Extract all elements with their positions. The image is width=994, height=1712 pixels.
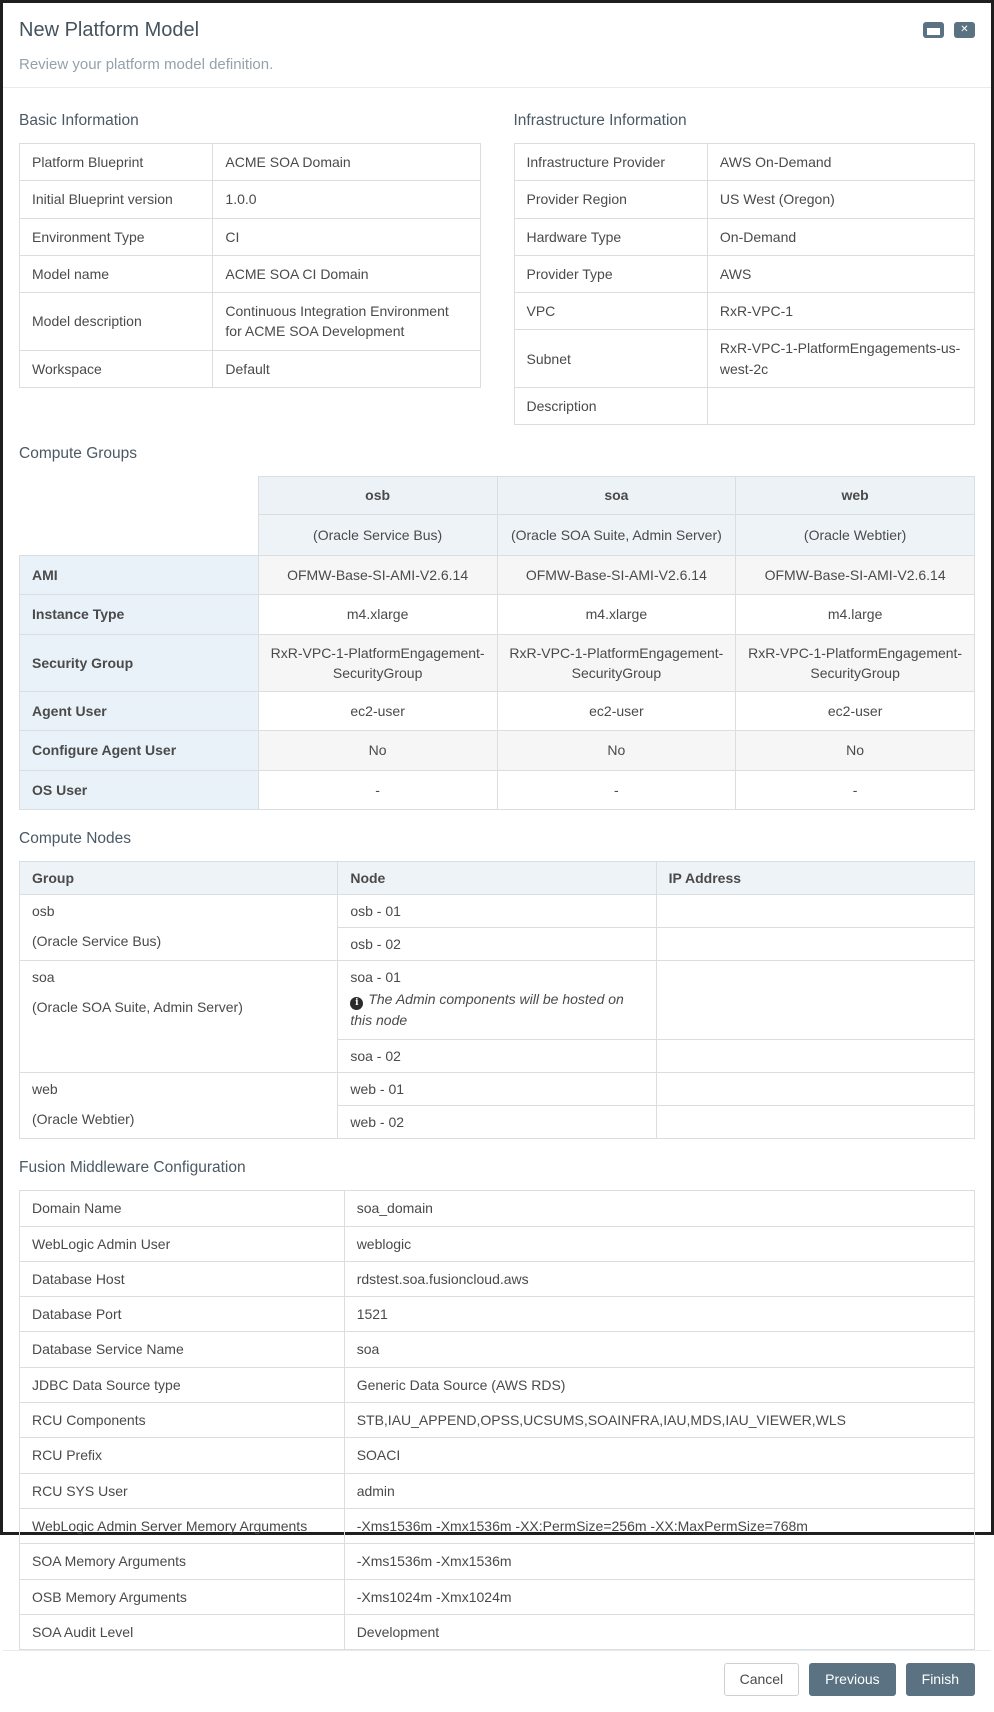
table-row (20, 595, 975, 634)
group-column-header: osb (258, 477, 497, 514)
row-label: RCU Prefix (20, 1438, 345, 1473)
cell-value: OFMW-Base-SI-AMI-V2.6.14 (258, 555, 497, 594)
node-name: soa - 01 (350, 969, 401, 986)
group-column-header: soa (497, 477, 736, 514)
table-row (20, 1438, 975, 1473)
row-value: rdstest.soa.fusioncloud.aws (344, 1261, 974, 1296)
row-label: JDBC Data Source type (20, 1367, 345, 1402)
row-label: Configure Agent User (20, 731, 259, 770)
blank-cell (20, 514, 259, 555)
row-label: Domain Name (20, 1191, 345, 1226)
table-row (20, 961, 975, 1040)
group-column-subtitle: (Oracle SOA Suite, Admin Server) (497, 514, 736, 555)
cell-value: - (736, 770, 975, 809)
row-label: Agent User (20, 692, 259, 731)
compute-nodes-table (19, 861, 975, 1139)
compute-groups-title: Compute Groups (19, 445, 138, 463)
finish-button[interactable]: Finish (906, 1663, 975, 1696)
row-value: Continuous Integration Environment for ACME SOA Development (213, 293, 480, 351)
table-row (20, 477, 975, 514)
row-label: VPC (514, 293, 707, 330)
group-subtitle: (Oracle Service Bus) (32, 933, 162, 950)
node-cell: osb - 01 (338, 895, 656, 928)
row-label: Instance Type (20, 595, 259, 634)
infrastructure-information-section (514, 92, 976, 425)
table-row (20, 770, 975, 809)
row-value: 1.0.0 (213, 181, 480, 218)
close-icon[interactable]: ✕ (954, 22, 975, 38)
cell-value: RxR-VPC-1-PlatformEngagement-SecurityGroup (736, 634, 975, 692)
row-label: Environment Type (20, 218, 213, 255)
basic-information-title: Basic Information (19, 112, 139, 129)
row-value: RxR-VPC-1 (707, 293, 974, 330)
row-label: SOA Audit Level (20, 1614, 345, 1649)
node-cell (338, 961, 656, 1040)
row-value: ACME SOA Domain (213, 144, 480, 181)
cell-value: ec2-user (497, 692, 736, 731)
table-row (20, 1614, 975, 1649)
group-cell (20, 961, 338, 1073)
cell-value: OFMW-Base-SI-AMI-V2.6.14 (736, 555, 975, 594)
row-label: Database Service Name (20, 1332, 345, 1367)
table-row (20, 1508, 975, 1543)
compute-nodes-title: Compute Nodes (19, 830, 132, 848)
node-cell: osb - 02 (338, 928, 656, 961)
cell-value: m4.large (736, 595, 975, 634)
blank-cell (20, 477, 259, 514)
table-row (20, 181, 481, 218)
row-label: Security Group (20, 634, 259, 692)
row-value: Default (213, 350, 480, 387)
infrastructure-information-title: Infrastructure Information (513, 112, 687, 129)
group-subtitle: (Oracle SOA Suite, Admin Server) (32, 999, 243, 1016)
row-label: Database Port (20, 1297, 345, 1332)
row-label: Database Host (20, 1261, 345, 1296)
group-name: soa (32, 969, 55, 986)
row-value: 1521 (344, 1297, 974, 1332)
table-row (20, 634, 975, 692)
table-row (20, 1367, 975, 1402)
table-row (514, 330, 975, 388)
maximize-icon[interactable] (923, 22, 944, 38)
cell-value: - (258, 770, 497, 809)
row-label: Provider Type (514, 255, 707, 292)
cell-value: No (736, 731, 975, 770)
table-row (20, 350, 481, 387)
row-value (707, 388, 974, 425)
ip-cell (656, 1106, 974, 1139)
row-value: US West (Oregon) (707, 181, 974, 218)
table-row (20, 514, 975, 555)
group-name: osb (32, 903, 55, 920)
dialog-header (3, 3, 991, 87)
row-label: SOA Memory Arguments (20, 1544, 345, 1579)
row-label: Provider Region (514, 181, 707, 218)
cell-value: - (497, 770, 736, 809)
node-note (350, 989, 643, 1031)
column-header: IP Address (656, 862, 974, 895)
node-cell: web - 02 (338, 1106, 656, 1139)
group-column-subtitle: (Oracle Service Bus) (258, 514, 497, 555)
table-header-row (20, 862, 975, 895)
row-value: Generic Data Source (AWS RDS) (344, 1367, 974, 1402)
dialog-footer (3, 1650, 991, 1712)
fmw-configuration-section (19, 1159, 975, 1650)
row-value: weblogic (344, 1226, 974, 1261)
ip-cell (656, 895, 974, 928)
row-label: Model description (20, 293, 213, 351)
table-row (20, 1403, 975, 1438)
group-column-header: web (736, 477, 975, 514)
table-row (20, 555, 975, 594)
table-row (514, 255, 975, 292)
ip-cell (656, 1040, 974, 1073)
table-row (20, 1332, 975, 1367)
group-subtitle: (Oracle Webtier) (32, 1111, 135, 1128)
table-row (20, 731, 975, 770)
group-cell (20, 1073, 338, 1139)
cell-value: m4.xlarge (497, 595, 736, 634)
node-cell: web - 01 (338, 1073, 656, 1106)
row-value: On-Demand (707, 218, 974, 255)
table-row (20, 293, 481, 351)
table-row (20, 1261, 975, 1296)
row-value: SOACI (344, 1438, 974, 1473)
row-value: -Xms1536m -Xmx1536m (344, 1544, 974, 1579)
cell-value: ec2-user (258, 692, 497, 731)
cell-value: RxR-VPC-1-PlatformEngagement-SecurityGroup (497, 634, 736, 692)
group-column-subtitle: (Oracle Webtier) (736, 514, 975, 555)
group-name: web (32, 1081, 58, 1098)
row-value: Development (344, 1614, 974, 1649)
table-row (20, 1226, 975, 1261)
dialog-content (3, 88, 991, 1650)
table-row (20, 1473, 975, 1508)
row-label: WebLogic Admin User (20, 1226, 345, 1261)
table-row (20, 692, 975, 731)
row-label: Hardware Type (514, 218, 707, 255)
row-value: -Xms1024m -Xmx1024m (344, 1579, 974, 1614)
table-row (514, 218, 975, 255)
table-row (20, 1073, 975, 1106)
row-value: RxR-VPC-1-PlatformEngagements-us-west-2c (707, 330, 974, 388)
info-icon: i (350, 997, 363, 1010)
table-row (20, 144, 481, 181)
table-row (20, 218, 481, 255)
row-label: RCU Components (20, 1403, 345, 1438)
table-row (20, 1544, 975, 1579)
dialog-subtitle: Review your platform model definition. (19, 56, 274, 73)
table-row (514, 388, 975, 425)
row-value: soa (344, 1332, 974, 1367)
row-label: Workspace (20, 350, 213, 387)
compute-groups-section (19, 445, 975, 810)
column-header: Node (338, 862, 656, 895)
row-label: Initial Blueprint version (20, 181, 213, 218)
fmw-configuration-table (19, 1190, 975, 1650)
table-row (20, 1297, 975, 1332)
row-label: OS User (20, 770, 259, 809)
basic-information-section (19, 92, 481, 425)
row-value: -Xms1536m -Xmx1536m -XX:PermSize=256m -XX:MaxPermSize=768m (344, 1508, 974, 1543)
ip-cell (656, 928, 974, 961)
row-value: CI (213, 218, 480, 255)
row-value: STB,IAU_APPEND,OPSS,UCSUMS,SOAINFRA,IAU,MDS,IAU_VIEWER,WLS (344, 1403, 974, 1438)
row-value: admin (344, 1473, 974, 1508)
cell-value: ec2-user (736, 692, 975, 731)
table-row (20, 255, 481, 292)
table-row (514, 181, 975, 218)
infrastructure-information-table (514, 143, 976, 425)
table-row (20, 1579, 975, 1614)
ip-cell (656, 1073, 974, 1106)
row-label: Model name (20, 255, 213, 292)
row-value: ACME SOA CI Domain (213, 255, 480, 292)
row-label: OSB Memory Arguments (20, 1579, 345, 1614)
row-label: WebLogic Admin Server Memory Arguments (20, 1508, 345, 1543)
column-header: Group (20, 862, 338, 895)
cell-value: OFMW-Base-SI-AMI-V2.6.14 (497, 555, 736, 594)
table-row (514, 144, 975, 181)
row-label: RCU SYS User (20, 1473, 345, 1508)
basic-information-table (19, 143, 481, 388)
row-value: soa_domain (344, 1191, 974, 1226)
row-value: AWS On-Demand (707, 144, 974, 181)
previous-button[interactable]: Previous (809, 1663, 895, 1696)
node-cell: soa - 02 (338, 1040, 656, 1073)
row-label: Infrastructure Provider (514, 144, 707, 181)
cell-value: m4.xlarge (258, 595, 497, 634)
row-label: AMI (20, 555, 259, 594)
compute-nodes-section (19, 830, 975, 1139)
cell-value: No (258, 731, 497, 770)
cell-value: No (497, 731, 736, 770)
table-row (514, 293, 975, 330)
table-row (20, 1191, 975, 1226)
row-value: AWS (707, 255, 974, 292)
maximize-icon-inner (927, 28, 940, 35)
group-cell (20, 895, 338, 961)
ip-cell (656, 961, 974, 1040)
row-label: Subnet (514, 330, 707, 388)
compute-groups-table (19, 476, 975, 810)
row-label: Description (514, 388, 707, 425)
cell-value: RxR-VPC-1-PlatformEngagement-SecurityGroup (258, 634, 497, 692)
table-row (20, 895, 975, 928)
cancel-button[interactable]: Cancel (724, 1663, 800, 1696)
fmw-configuration-title: Fusion Middleware Configuration (19, 1159, 246, 1177)
row-label: Platform Blueprint (20, 144, 213, 181)
dialog-title: New Platform Model (19, 19, 200, 41)
node-note-text: The Admin components will be hosted on this node (350, 991, 624, 1029)
